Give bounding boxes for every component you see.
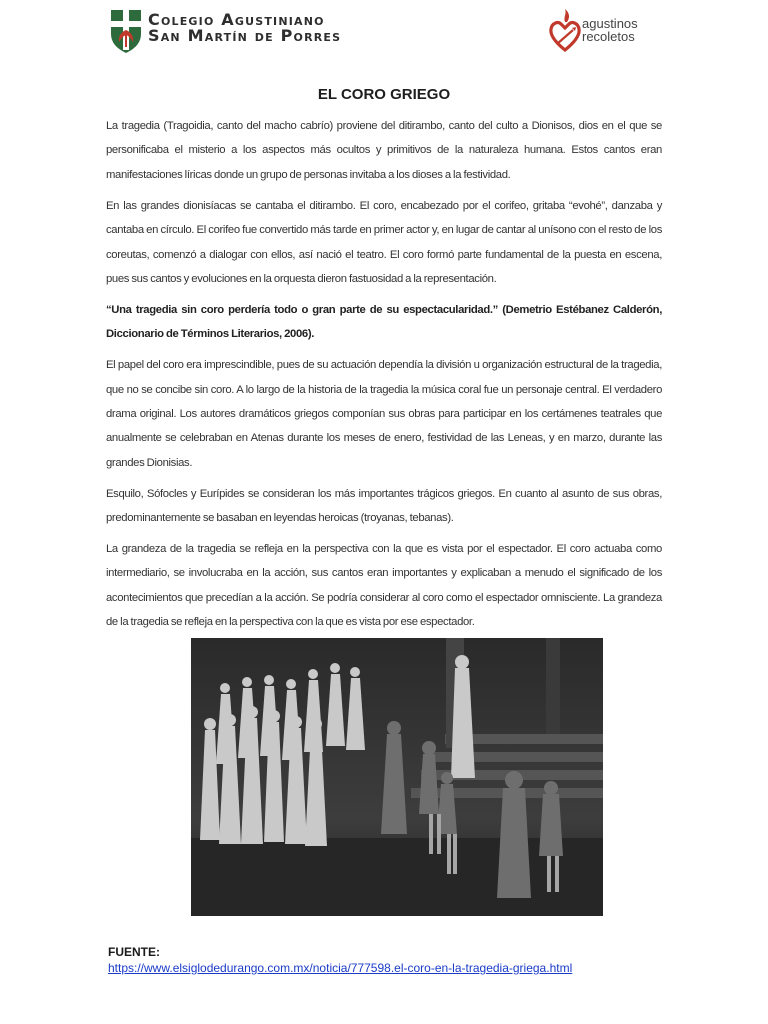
paragraph: Esquilo, Sófocles y Eurípides se consideran los más importantes trágicos griegos. En cuanto al asunto de sus obras, predominantemente se basaban en leyendas heroicas (troyanas, tebanas).: [106, 487, 662, 525]
order-name: [582, 17, 638, 43]
paragraph: La tragedia (Tragoidia, canto del macho cabrío) proviene del ditirambo, canto del culto a Dionisos, dios en el que se personificaba el misterio a los aspectos más ocultos y primitivos de la naturaleza humana. Estos cantos eran manifestaciones líricas donde un grupo de personas invitaba a los dioses a la festividad.: [106, 120, 662, 181]
school-name: [148, 12, 341, 44]
page-header: [0, 0, 768, 70]
quote-paragraph: “Una tragedia sin coro perdería todo o gran parte de su espectacularidad.” (Demetrio Estébanez Calderón, Diccionario de Términos Literarios, 2006).: [106, 303, 662, 341]
document-title: EL CORO GRIEGO: [317, 86, 451, 103]
greek-chorus-photo: [191, 638, 603, 916]
paragraph: En las grandes dionisíacas se cantaba el ditirambo. El coro, encabezado por el corifeo, gritaba “evohé”, danzaba y cantaba en círculo. El corifeo fue convertido más tarde en primer actor y, en lugar de cantar al unísono con el resto de los coreutas, comenzó a dialogar con ellos, así nació el teatro. El coro formó parte fundamental de la puesta en escena, pues sus cantos y evoluciones en la orquesta dieron fastuosidad a la representación.: [106, 199, 662, 285]
document-body: [106, 114, 662, 641]
order-name-line1: agustinos: [582, 16, 638, 31]
paragraph: El papel del coro era imprescindible, pues de su actuación dependía la división u organización estructural de la tragedia, que no se concibe sin coro. A lo largo de la historia de la tragedia la música coral fue un personaje central. El verdadero drama original. Los autores dramáticos griegos componían sus obras para participar en los certámenes teatrales que anualmente se celebraban en Atenas durante los meses de enero, festividad de las Leneas, y en marzo, durante las grandes Dionisias.: [106, 359, 662, 469]
flaming-heart-icon: [548, 8, 582, 52]
source-link[interactable]: https://www.elsiglodedurango.com.mx/noticia/777598.el-coro-en-la-tragedia-griega.html: [108, 961, 573, 975]
agustinos-recoletos-logo: [548, 8, 658, 52]
order-name-line2: recoletos: [582, 29, 635, 44]
paragraph: La grandeza de la tragedia se refleja en la perspectiva con la que es vista por el espectador. El coro actuaba como intermediario, se involucraba en la acción, sus cantos eran importantes y explicaban a menudo el significado de los acontecimientos que precedían a la acción. Se podría considerar al coro como el espectador omnisciente. La grandeza de la tragedia se refleja en la perspectiva con la que es vista por ese espectador.: [106, 543, 662, 629]
school-name-line2: San Martín de Porres: [148, 26, 342, 45]
source-label: FUENTE:: [108, 945, 160, 959]
school-crest-icon: [110, 8, 142, 54]
school-name-line1: Colegio Agustiniano: [148, 10, 325, 29]
